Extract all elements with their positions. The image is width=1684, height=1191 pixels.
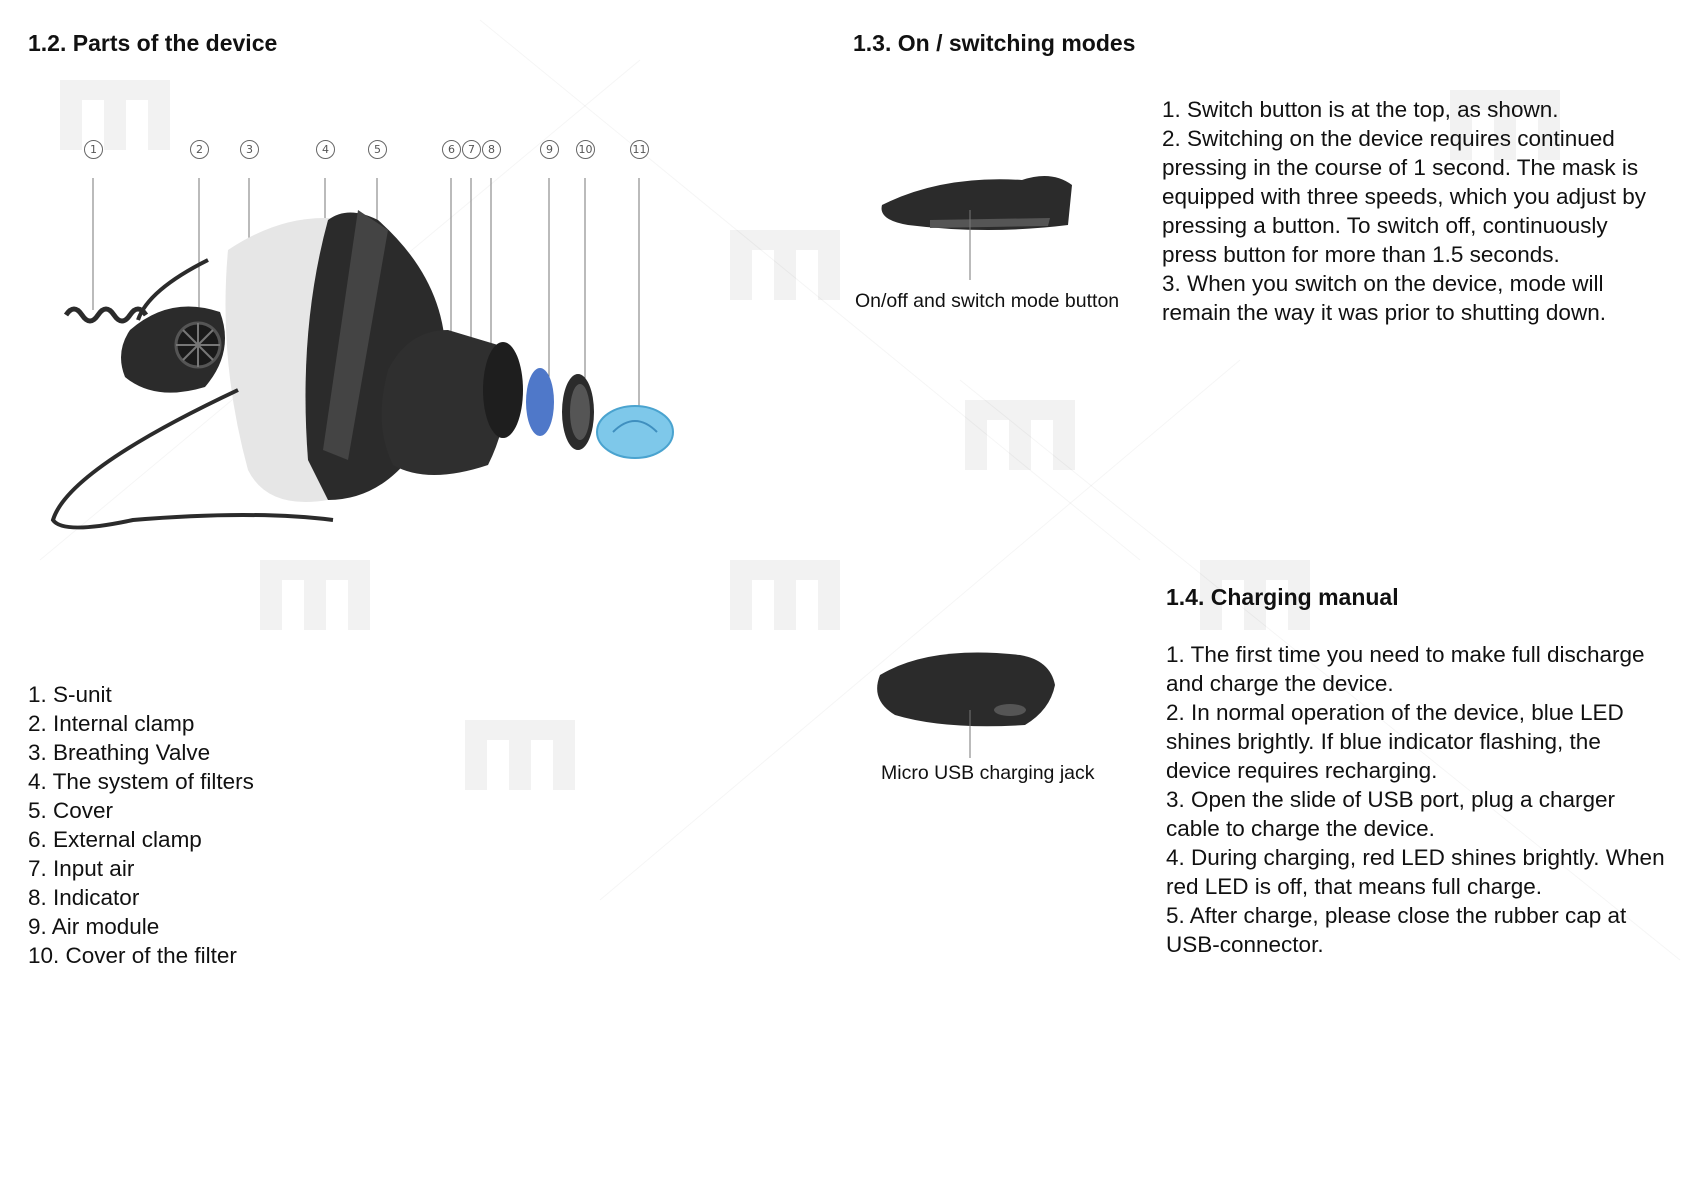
- charging-step: 5. After charge, please close the rubber cap at USB-connector.: [1166, 903, 1627, 957]
- parts-list-item: 7. Input air: [28, 856, 135, 881]
- parts-list-item: 5. Cover: [28, 798, 114, 823]
- charging-step: 4. During charging, red LED shines brightly. When red LED is off, that means full charge.: [1166, 845, 1665, 899]
- callout-9: 9: [540, 140, 559, 159]
- filter-cap: [597, 406, 673, 458]
- parts-list-item: 4. The system of filters: [28, 769, 254, 794]
- callout-7: 7: [462, 140, 481, 159]
- callout-3: 3: [240, 140, 259, 159]
- callout-6: 6: [442, 140, 461, 159]
- exploded-view-diagram: [28, 140, 688, 660]
- charging-steps: [1166, 640, 1666, 959]
- modes-step: 3. When you switch on the device, mode will remain the way it was prior to shutting down.: [1162, 271, 1606, 325]
- s-unit-coil: [66, 309, 146, 321]
- modes-step: 2. Switching on the device requires continued pressing in the course of 1 second. The mask is equipped with three speeds, which you adjust by pressing a button. To switch off, continuously press button for more than 1.5 seconds.: [1162, 126, 1647, 267]
- callout-11: 11: [630, 140, 649, 159]
- modes-section-title: 1.3. On / switching modes: [853, 30, 1136, 56]
- parts-list-item: 3. Breathing Valve: [28, 740, 211, 765]
- parts-section-title: 1.2. Parts of the device: [28, 30, 278, 56]
- parts-list: [28, 680, 254, 970]
- charging-section-title: 1.4. Charging manual: [1166, 584, 1399, 610]
- callout-1: 1: [84, 140, 103, 159]
- parts-list-item: 10. Cover of the filter: [28, 943, 237, 968]
- external-clamp: [382, 330, 523, 475]
- callout-2: 2: [190, 140, 209, 159]
- air-module: [526, 368, 554, 436]
- callout-5: 5: [368, 140, 387, 159]
- parts-list-item: 1. S-unit: [28, 682, 112, 707]
- charging-step: 2. In normal operation of the device, blue LED shines brightly. If blue indicator flashing, the device requires recharging.: [1166, 700, 1624, 783]
- modes-steps: [1162, 95, 1662, 327]
- usb-jack-caption: Micro USB charging jack: [881, 762, 1095, 784]
- mask-illustration: [28, 140, 688, 660]
- parts-list-item: 6. External clamp: [28, 827, 202, 852]
- parts-list-item: 8. Indicator: [28, 885, 140, 910]
- callout-8: 8: [482, 140, 501, 159]
- callout-10: 10: [576, 140, 595, 159]
- switch-button-caption: On/off and switch mode button: [855, 290, 1120, 312]
- switch-button-illustration: [880, 165, 1080, 285]
- callout-4: 4: [316, 140, 335, 159]
- parts-list-item: 9. Air module: [28, 914, 160, 939]
- filter-cover: [562, 374, 594, 450]
- usb-jack-illustration: [870, 640, 1070, 760]
- charging-step: 1. The first time you need to make full discharge and charge the device.: [1166, 642, 1645, 696]
- charging-step: 3. Open the slide of USB port, plug a charger cable to charge the device.: [1166, 787, 1616, 841]
- modes-step: 1. Switch button is at the top, as shown.: [1162, 97, 1559, 122]
- parts-list-item: 2. Internal clamp: [28, 711, 195, 736]
